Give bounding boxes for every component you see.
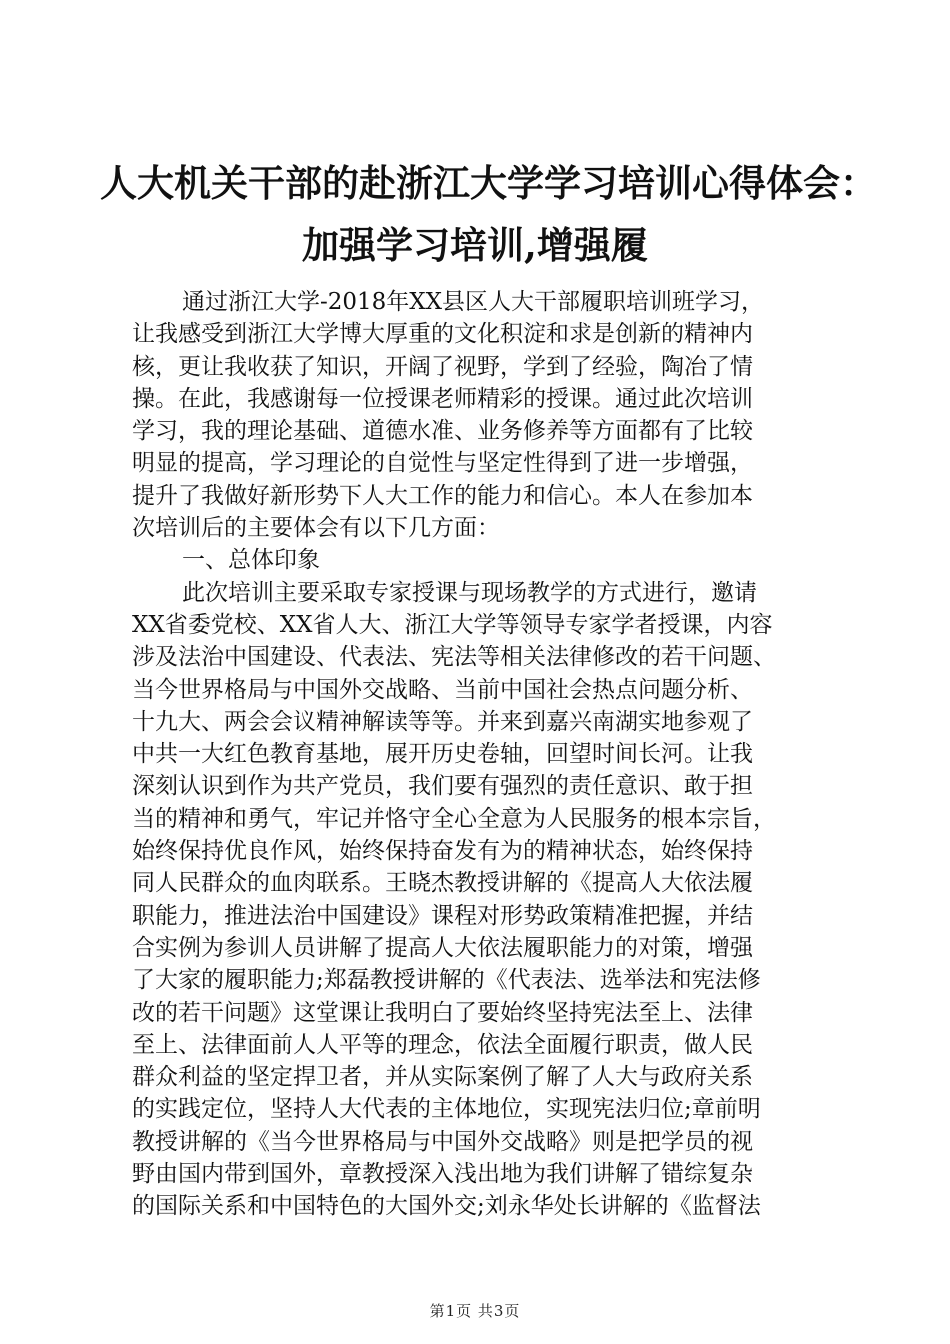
body-line: 的实践定位，坚持人大代表的主体地位，实现宪法归位;章前明 [132, 1096, 761, 1123]
body-line: 至上、法律面前人人平等的理念，依法全面履行职责，做人民 [132, 1031, 753, 1058]
body-line: 让我感受到浙江大学博大厚重的文化积淀和求是创新的精神内 [132, 321, 753, 348]
section-heading: 一、总体印象 [182, 547, 320, 574]
body-line: 学习，我的理论基础、道德水准、业务修养等方面都有了比较 [132, 418, 753, 445]
body-line: 合实例为参训人员讲解了提高人大依法履职能力的对策，增强 [132, 934, 753, 961]
body-line: 明显的提高，学习理论的自觉性与坚定性得到了进一步增强， [132, 450, 753, 477]
body-line: XX省委党校、XX省人大、浙江大学等领导专家学者授课，内容 [132, 611, 773, 638]
document-body [132, 286, 836, 1223]
document-title-line-1: 人大机关干部的赴浙江大学学习培训心得体会： [100, 161, 877, 205]
body-line: 教授讲解的《当今世界格局与中国外交战略》则是把学员的视 [132, 1128, 753, 1155]
body-line: 次培训后的主要体会有以下几方面： [132, 515, 500, 542]
body-line: 的国际关系和中国特色的大国外交;刘永华处长讲解的《监督法 [132, 1193, 761, 1220]
body-line: 涉及法治中国建设、代表法、宪法等相关法律修改的若干问题、 [132, 644, 776, 671]
body-line: 深刻认识到作为共产党员，我们要有强烈的责任意识、敢于担 [132, 773, 753, 800]
document-title-line-2: 加强学习培训,增强履 [302, 223, 648, 267]
body-line: 操。在此，我感谢每一位授课老师精彩的授课。通过此次培训 [132, 385, 753, 412]
body-line: 始终保持优良作风，始终保持奋发有为的精神状态，始终保持 [132, 838, 753, 865]
body-line: 了大家的履职能力;郑磊教授讲解的《代表法、选举法和宪法修 [132, 967, 761, 994]
body-line: 中共一大红色教育基地，展开历史卷轴，回望时间长河。让我 [132, 741, 753, 768]
body-line: 十九大、两会会议精神解读等等。并来到嘉兴南湖实地参观了 [132, 708, 753, 735]
page-footer: 第1页 共3页 [429, 1302, 521, 1320]
body-line: 野由国内带到国外，章教授深入浅出地为我们讲解了错综复杂 [132, 1161, 753, 1188]
body-line: 提升了我做好新形势下人大工作的能力和信心。本人在参加本 [132, 482, 753, 509]
body-line: 群众利益的坚定捍卫者，并从实际案例了解了人大与政府关系 [132, 1064, 753, 1091]
body-line: 改的若干问题》这堂课让我明白了要始终坚持宪法至上、法律 [132, 999, 753, 1026]
body-line: 通过浙江大学-2018年XX县区人大干部履职培训班学习， [182, 289, 765, 315]
body-line: 当今世界格局与中国外交战略、当前中国社会热点问题分析、 [132, 676, 753, 703]
body-line: 当的精神和勇气，牢记并恪守全心全意为人民服务的根本宗旨， [132, 805, 776, 832]
body-line: 核，更让我收获了知识，开阔了视野，学到了经验，陶冶了情 [132, 353, 753, 380]
body-line: 职能力，推进法治中国建设》课程对形势政策精准把握，并结 [132, 902, 753, 929]
body-line: 同人民群众的血肉联系。王晓杰教授讲解的《提高人大依法履 [132, 870, 753, 897]
body-line: 此次培训主要采取专家授课与现场教学的方式进行，邀请 [182, 579, 757, 606]
